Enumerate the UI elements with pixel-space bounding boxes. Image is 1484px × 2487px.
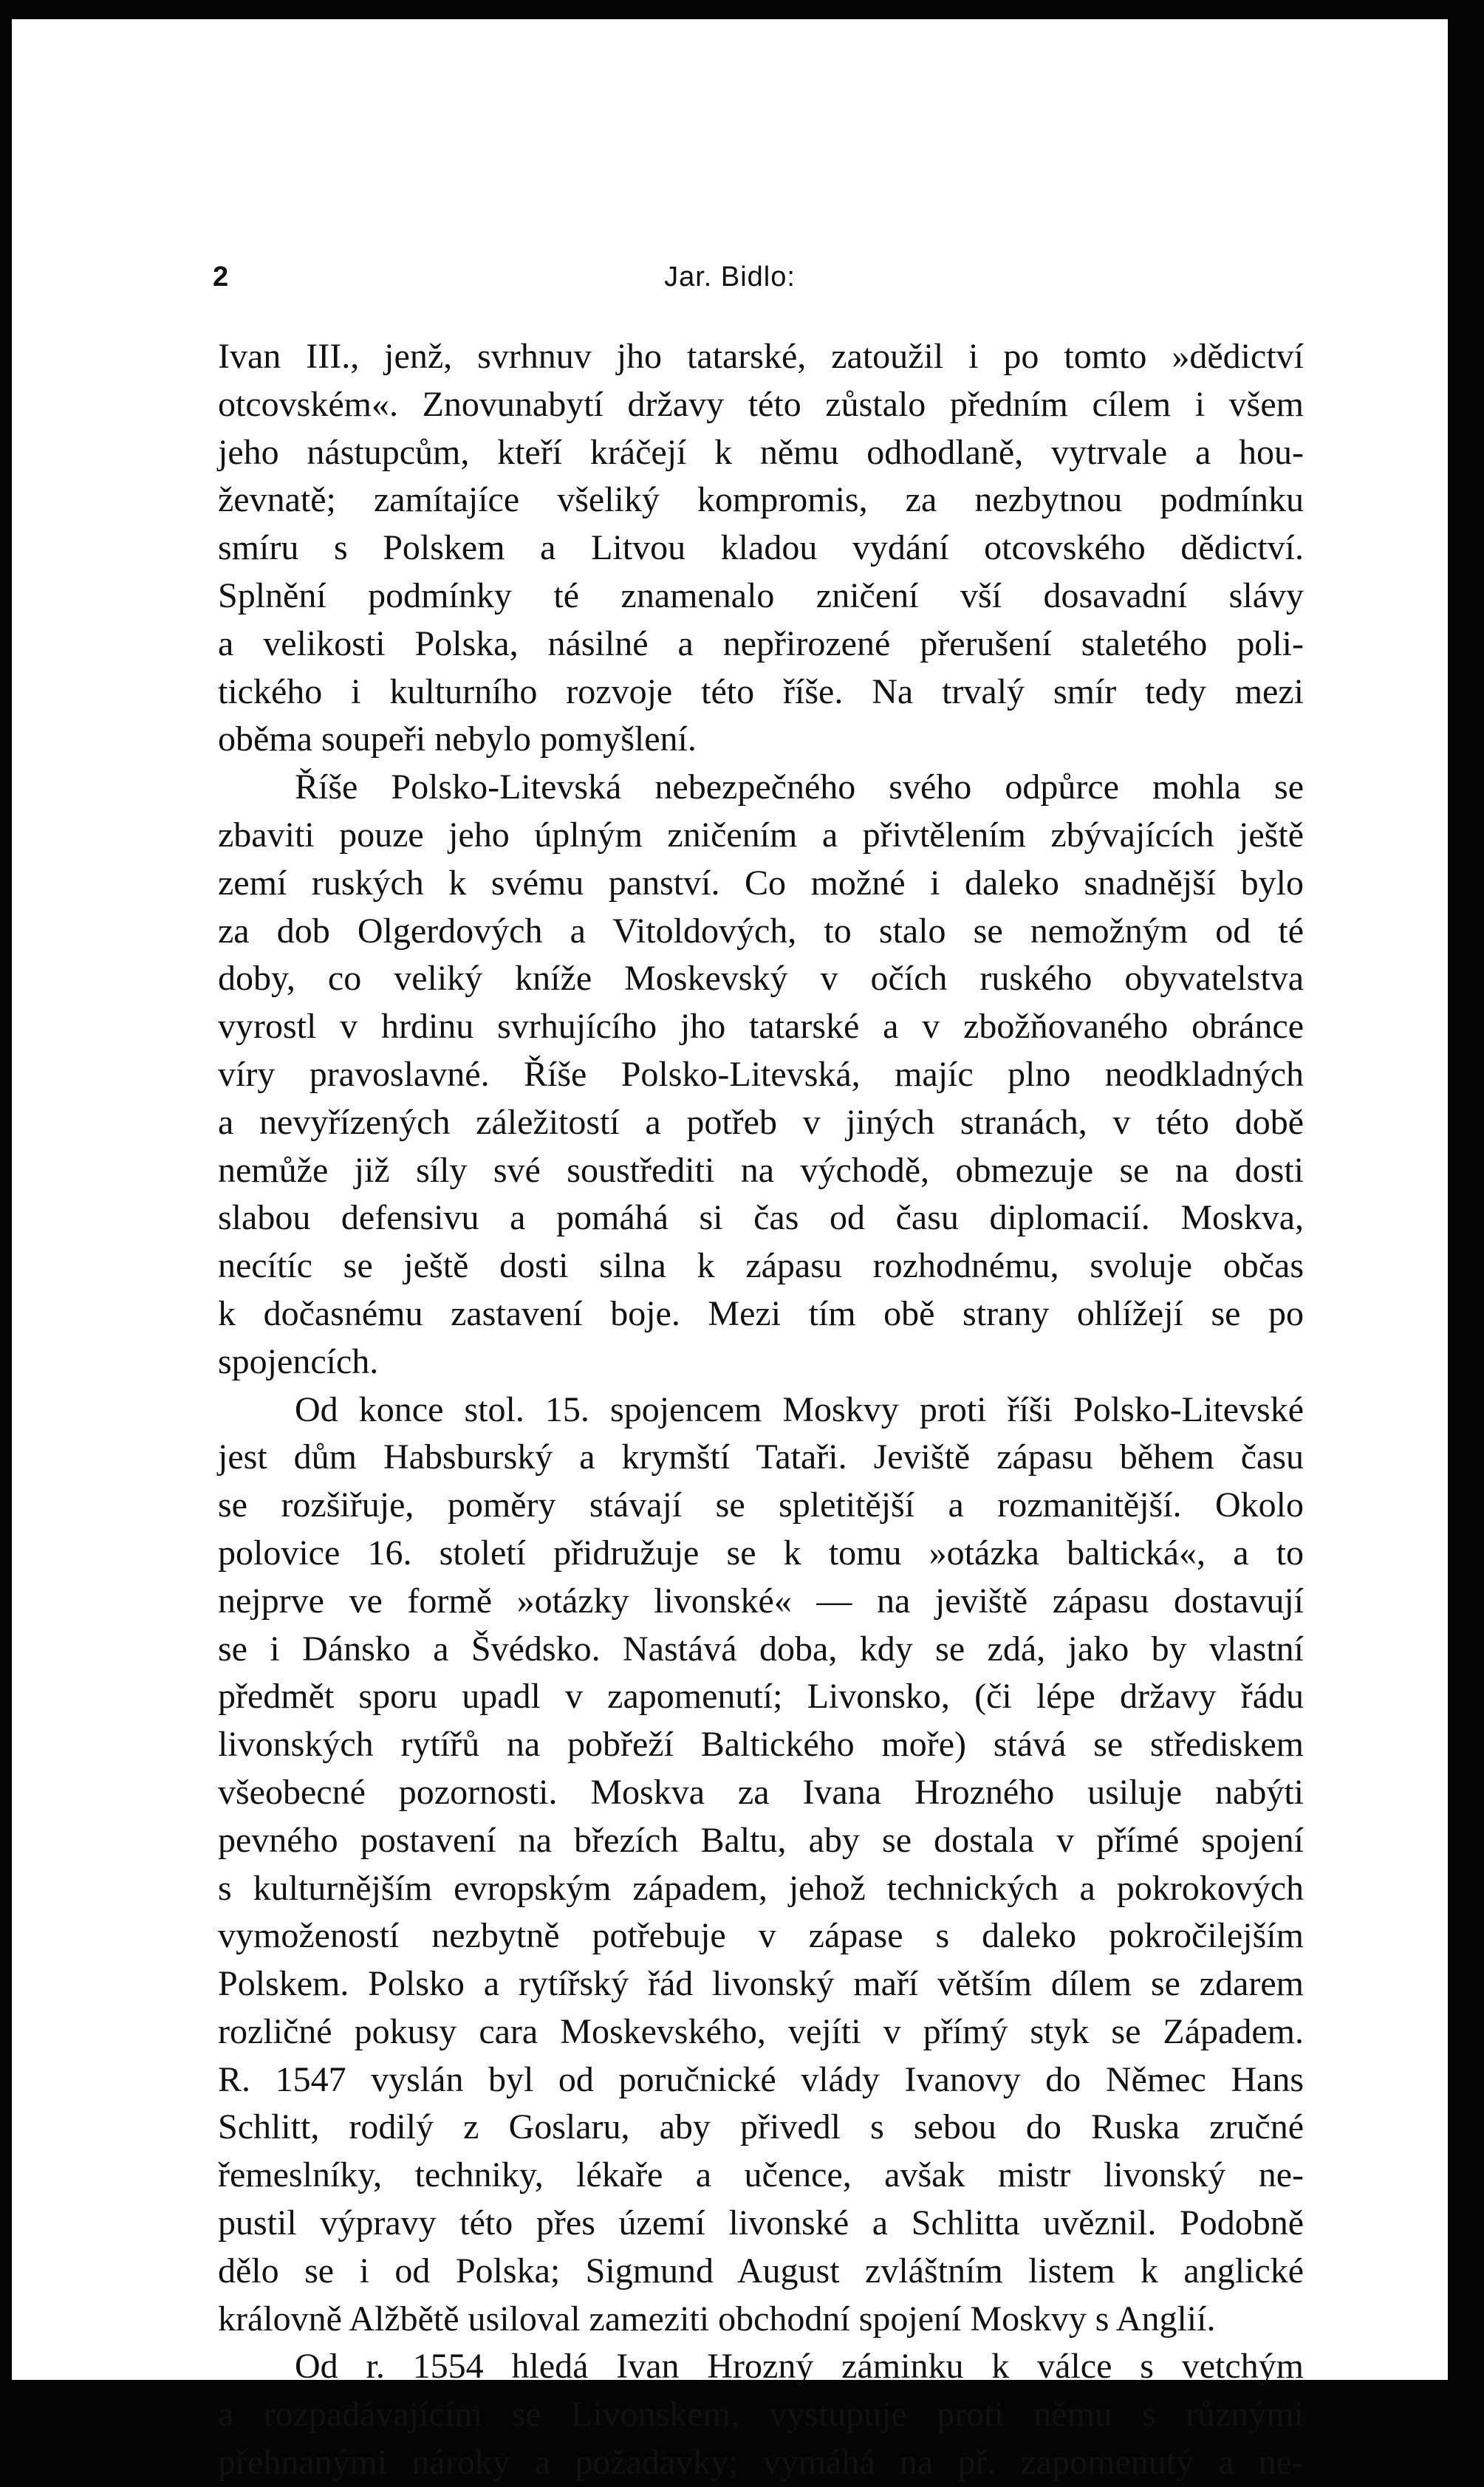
text-line: slabou defensivu a pomáhá si čas od času diplomacií. Moskva, [218,1198,1304,1238]
text-line: Splnění podmínky té znamenalo zničení vší dosavadní slávy [218,575,1304,615]
text-line: předmět sporu upadl v zapomenutí; Livonsko, (či lépe državy řádu [218,1677,1304,1717]
text-line: královně Alžbětě usiloval zameziti obchodní spojení Moskvy s Anglií. [218,2299,1216,2339]
text-line: Od r. 1554 hledá Ivan Hrozný záminku k válce s vetchým [295,2347,1304,2387]
text-line: Polskem. Polsko a rytířský řád livonský maří větším dílem se zdarem [218,1964,1304,2004]
text-line: jest dům Habsburský a krymští Tataři. Jeviště zápasu během času [218,1437,1304,1477]
body-text [218,333,1304,2487]
text-line: doby, co veliký kníže Moskevský v očích ruského obyvatelstva [218,959,1304,999]
text-line: polovice 16. století přidružuje se k tomu »otázka baltická«, a to [218,1533,1304,1573]
text-line: víry pravoslavné. Říše Polsko-Litevská, majíc plno neodkladných [218,1054,1304,1094]
text-line: zemí ruských k svému panství. Co možné i daleko snadnější bylo [218,863,1304,903]
text-line: tického i kulturního rozvoje této říše. Na trvalý smír tedy mezi [218,671,1304,711]
text-line: Schlitt, rodilý z Goslaru, aby přivedl s sebou do Ruska zručné [218,2107,1304,2147]
book-page [12,19,1448,2483]
text-line: R. 1547 vyslán byl od poručnické vlády Ivanovy do Němec Hans [218,2059,1304,2099]
text-line: k dočasnému zastavení boje. Mezi tím obě strany ohlížejí se po [218,1293,1304,1333]
text-line: řemeslníky, techniky, lékaře a učence, avšak mistr livonský ne- [218,2155,1304,2195]
text-line: oběma soupeři nebylo pomyšlení. [218,719,697,759]
text-line: ževnatě; zamítajíce všeliký kompromis, za nezbytnou podmínku [218,480,1304,520]
text-line: pevného postavení na březích Baltu, aby se dostala v přímé spojení [218,1820,1304,1860]
running-head: Jar. Bidlo: [664,261,796,293]
text-line: a rozpadávajícím se Livonskem, vystupuje proti němu s různými [218,2395,1304,2435]
text-line: smíru s Polskem a Litvou kladou vydání otcovského dědictví. [218,528,1304,568]
page-number: 2 [213,261,229,293]
text-line: vymožeností nezbytně potřebuje v zápase s daleko pokročilejším [218,1916,1304,1956]
text-line: nejprve ve formě »otázky livonské« — na jeviště zápasu dostavují [218,1581,1304,1621]
text-line: vyrostl v hrdinu svrhujícího jho tatarské a v zbožňovaného obránce [218,1007,1304,1047]
text-line: dělo se i od Polska; Sigmund August zvláštním listem k anglické [218,2251,1304,2291]
text-line: nemůže již síly své soustřediti na východě, obmezuje se na dosti [218,1150,1304,1190]
page-header [12,261,1448,306]
text-line: přehnanými nároky a požadavky; vymáhá na př. zapomenutý a ne- [218,2443,1304,2483]
text-line: otcovském«. Znovunabytí državy této zůstalo předním cílem i všem [218,384,1304,424]
text-line: Ivan III., jenž, svrhnuv jho tatarské, zatoužil i po tomto »dědictví [218,337,1304,376]
text-line: spojencích. [218,1341,379,1381]
text-line: rozličné pokusy cara Moskevského, vejíti v přímý styk se Západem. [218,2011,1304,2051]
text-line: se rozšiřuje, poměry stávají se spletitější a rozmanitější. Okolo [218,1485,1304,1525]
text-line: všeobecné pozornosti. Moskva za Ivana Hrozného usiluje nabýti [218,1772,1304,1812]
text-line: se i Dánsko a Švédsko. Nastává doba, kdy se zdá, jako by vlastní [218,1629,1304,1669]
text-line: a nevyřízených záležitostí a potřeb v jiných stranách, v této době [218,1102,1304,1142]
text-line: za dob Olgerdových a Vitoldových, to stalo se nemožným od té [218,911,1304,951]
text-line: s kulturnějším evropským západem, jehož technických a pokrokových [218,1868,1304,1908]
text-line: pustil výpravy této přes území livonské a Schlitta uvěznil. Podobně [218,2203,1304,2243]
text-line: jeho nástupcům, kteří kráčejí k němu odhodlaně, vytrvale a hou- [218,432,1304,472]
text-line: a velikosti Polska, násilné a nepřirozené přerušení staletého poli- [218,623,1304,663]
text-line: zbaviti pouze jeho úplným zničením a přivtělením zbývajících ještě [218,815,1304,855]
text-line: livonských rytířů na pobřeží Baltického moře) stává se střediskem [218,1725,1304,1765]
text-line: Od konce stol. 15. spojencem Moskvy proti říši Polsko-Litevské [295,1389,1304,1429]
text-line: Říše Polsko-Litevská nebezpečného svého odpůrce mohla se [295,767,1304,807]
text-line: necítíc se ještě dosti silna k zápasu rozhodnému, svoluje občas [218,1246,1304,1286]
